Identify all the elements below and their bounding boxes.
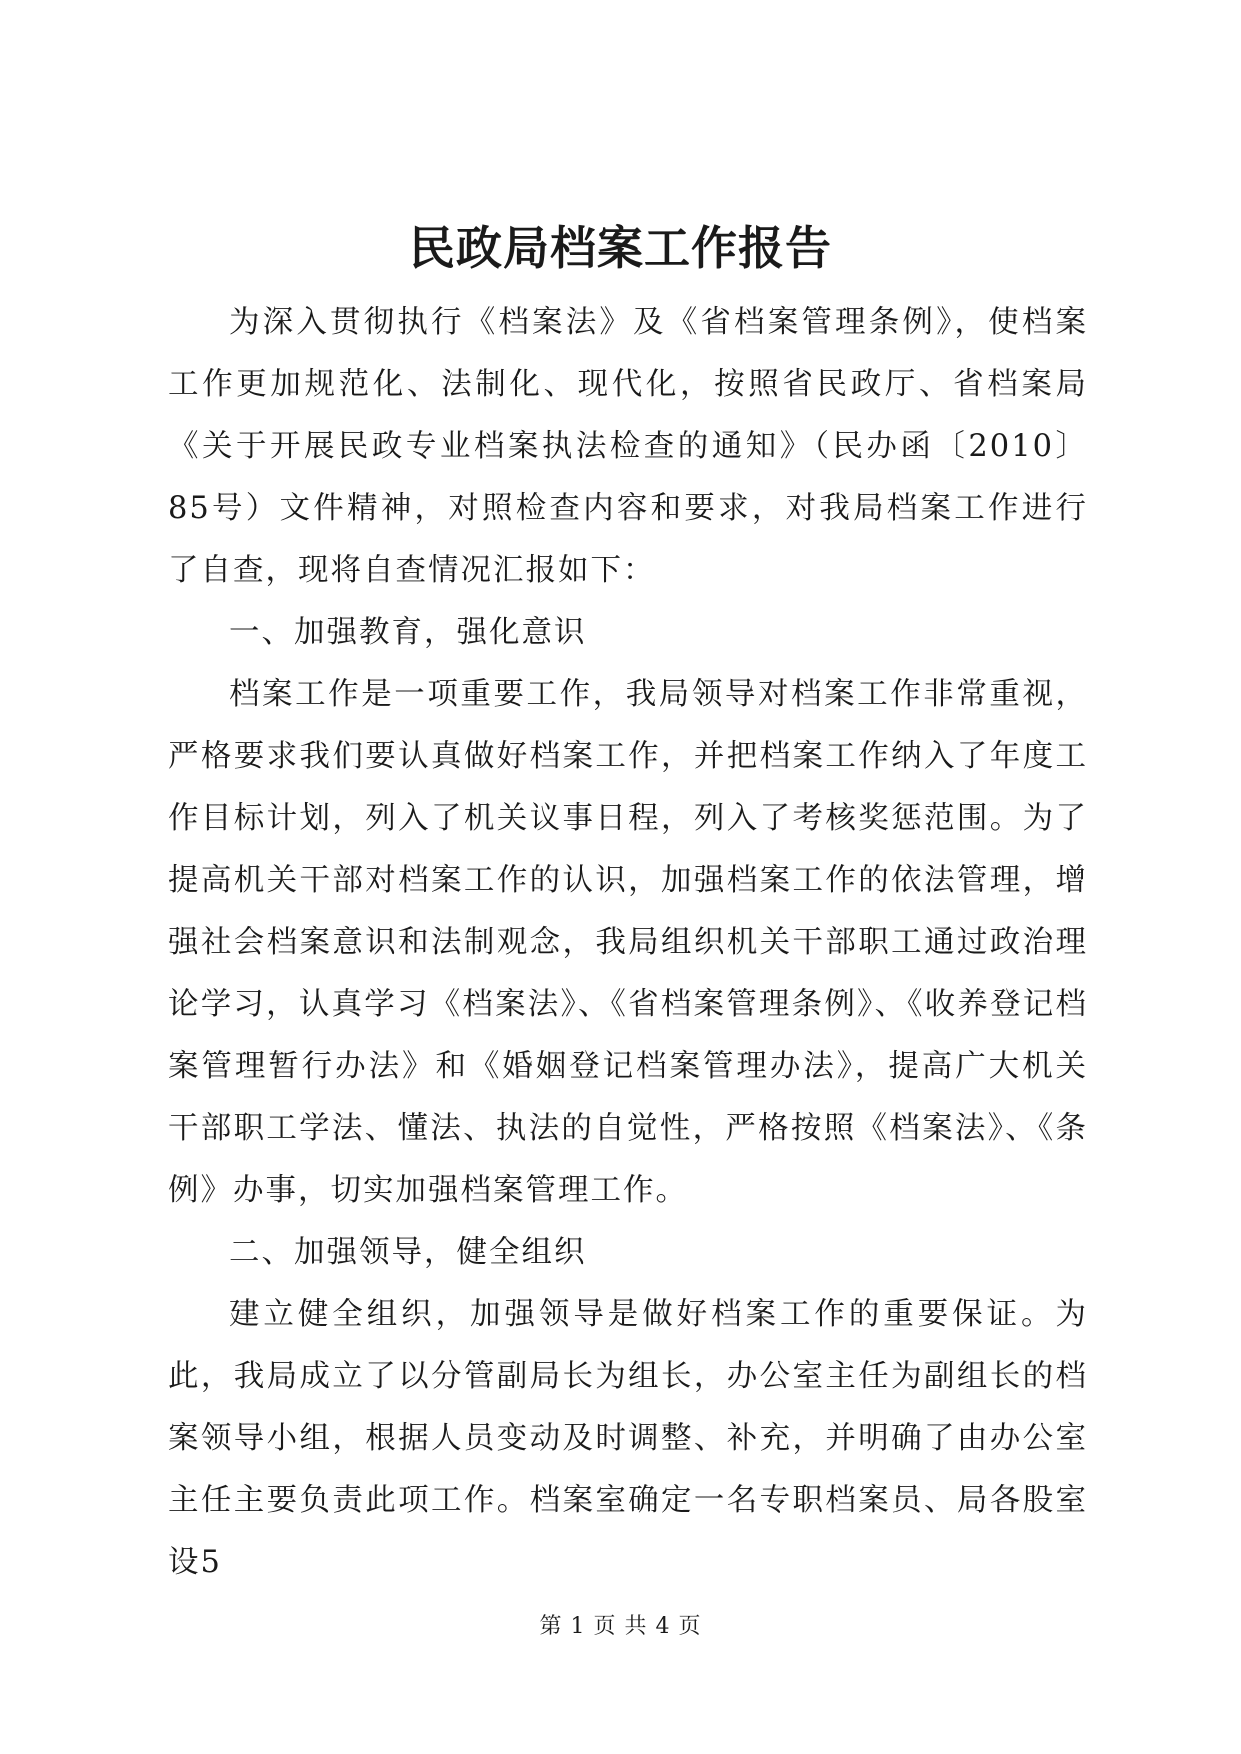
section-heading-2: 二、加强领导，健全组织 bbox=[229, 1235, 587, 1270]
page-footer: 第 1 页 共 4 页 bbox=[539, 1614, 702, 1639]
document-body bbox=[168, 292, 1088, 1594]
document-title: 民政局档案工作报告 bbox=[409, 221, 832, 275]
paragraph-intro: 为深入贯彻执行《档案法》及《省档案管理条例》，使档案工作更加规范化、法制化、现代化，按照省民政厅、省档案局《关于开展民政专业档案执法检查的通知》（民办函〔2010〕85号）文件精神，对照检查内容和要求，对我局档案工作进行了自查，现将自查情况汇报如下： bbox=[168, 305, 1088, 588]
paragraph-section-1: 档案工作是一项重要工作，我局领导对档案工作非常重视，严格要求我们要认真做好档案工作，并把档案工作纳入了年度工作目标计划，列入了机关议事日程，列入了考核奖惩范围。为了提高机关干部对档案工作的认识，加强档案工作的依法管理，增强社会档案意识和法制观念，我局组织机关干部职工通过政治理论学习，认真学习《档案法》、《省档案管理条例》、《收养登记档案管理暂行办法》和《婚姻登记档案管理办法》，提高广大机关干部职工学法、懂法、执法的自觉性，严格按照《档案法》、《条例》办事，切实加强档案管理工作。 bbox=[168, 677, 1088, 1208]
section-heading-1: 一、加强教育，强化意识 bbox=[229, 615, 587, 650]
paragraph-section-2: 建立健全组织，加强领导是做好档案工作的重要保证。为此，我局成立了以分管副局长为组长，办公室主任为副组长的档案领导小组，根据人员变动及时调整、补充，并明确了由办公室主任主要负责此项工作。档案室确定一名专职档案员、局各股室设5 bbox=[168, 1297, 1088, 1580]
